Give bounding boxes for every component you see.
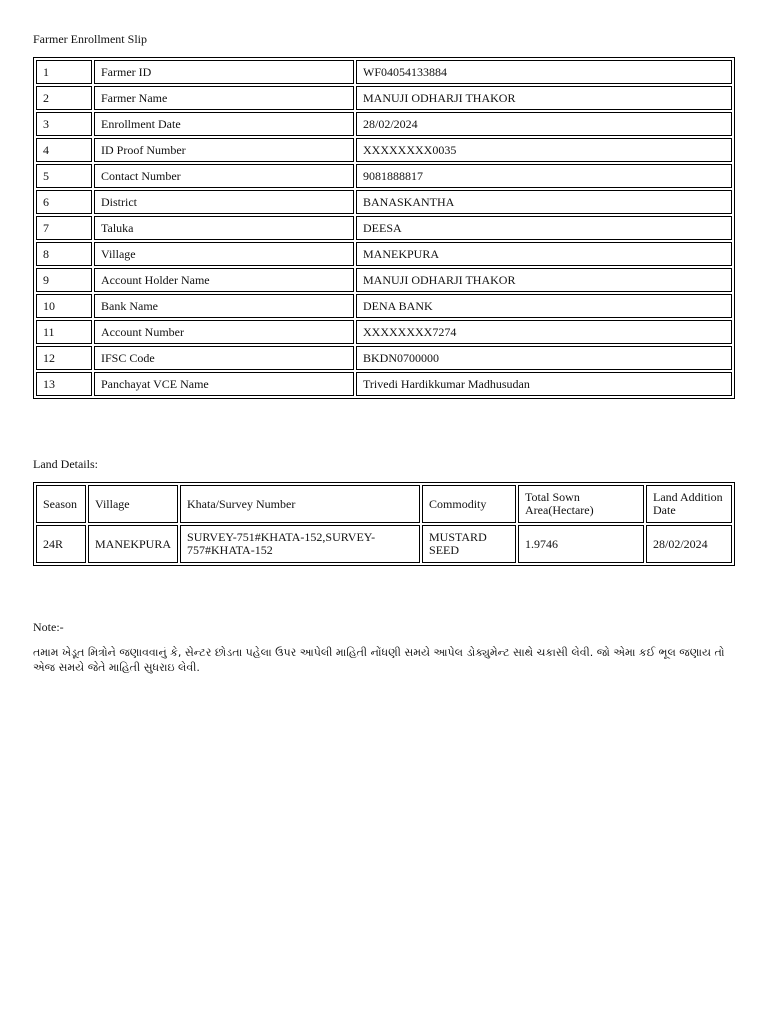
- header-season: Season: [36, 485, 86, 523]
- row-number: 2: [36, 86, 92, 110]
- land-cell-area: 1.9746: [518, 525, 644, 563]
- land-table-header-row: [36, 485, 732, 523]
- land-details-table: [33, 482, 735, 566]
- land-details-body: [36, 525, 732, 563]
- row-number: 3: [36, 112, 92, 136]
- field-value: XXXXXXXX7274: [356, 320, 732, 344]
- row-number: 12: [36, 346, 92, 370]
- row-number: 9: [36, 268, 92, 292]
- header-khata-survey: Khata/Survey Number: [180, 485, 420, 523]
- land-cell-season: 24R: [36, 525, 86, 563]
- field-label: Taluka: [94, 216, 354, 240]
- field-label: Farmer Name: [94, 86, 354, 110]
- farmer-details-body: [36, 60, 732, 396]
- field-value: XXXXXXXX0035: [356, 138, 732, 162]
- header-commodity: Commodity: [422, 485, 516, 523]
- land-table-row: [36, 525, 732, 563]
- row-number: 7: [36, 216, 92, 240]
- field-label: Account Holder Name: [94, 268, 354, 292]
- field-label: Panchayat VCE Name: [94, 372, 354, 396]
- field-label: District: [94, 190, 354, 214]
- field-value: BKDN0700000: [356, 346, 732, 370]
- table-row: [36, 60, 732, 84]
- row-number: 13: [36, 372, 92, 396]
- row-number: 11: [36, 320, 92, 344]
- field-label: Enrollment Date: [94, 112, 354, 136]
- field-value: MANUJI ODHARJI THAKOR: [356, 86, 732, 110]
- row-number: 5: [36, 164, 92, 188]
- land-cell-village: MANEKPURA: [88, 525, 178, 563]
- table-row: [36, 268, 732, 292]
- table-row: [36, 112, 732, 136]
- page-title: Farmer Enrollment Slip: [33, 32, 147, 46]
- field-label: Farmer ID: [94, 60, 354, 84]
- field-value: 9081888817: [356, 164, 732, 188]
- row-number: 4: [36, 138, 92, 162]
- table-row: [36, 86, 732, 110]
- field-value: WF04054133884: [356, 60, 732, 84]
- table-row: [36, 294, 732, 318]
- table-row: [36, 190, 732, 214]
- note-label: Note:-: [33, 620, 64, 634]
- field-label: Account Number: [94, 320, 354, 344]
- row-number: 10: [36, 294, 92, 318]
- row-number: 8: [36, 242, 92, 266]
- land-details-label: Land Details:: [33, 457, 98, 471]
- table-row: [36, 138, 732, 162]
- note-text: તમામ ખેડૂત મિત્રોને જણાવવાનું કે, સેન્ટર છોડતા પહેલા ઉપર આપેલી માહિતી નોંધણી સમયે આપેલ ડોક્યુમેન્ટ સાથે ચકાસી લેવી. જો એમા કઈ ભૂલ જણાય તો એજ સમયે જેતે માહિતી સુધરાઇ લેવી.: [33, 646, 725, 674]
- header-area: Total Sown Area(Hectare): [518, 485, 644, 523]
- field-label: IFSC Code: [94, 346, 354, 370]
- field-value: 28/02/2024: [356, 112, 732, 136]
- farmer-details-table: [33, 57, 735, 399]
- field-value: DENA BANK: [356, 294, 732, 318]
- field-value: BANASKANTHA: [356, 190, 732, 214]
- table-row: [36, 346, 732, 370]
- land-cell-date: 28/02/2024: [646, 525, 732, 563]
- field-value: MANEKPURA: [356, 242, 732, 266]
- field-label: Village: [94, 242, 354, 266]
- header-date: Land Addition Date: [646, 485, 732, 523]
- table-row: [36, 216, 732, 240]
- table-row: [36, 242, 732, 266]
- table-row: [36, 320, 732, 344]
- row-number: 6: [36, 190, 92, 214]
- table-row: [36, 372, 732, 396]
- field-value: MANUJI ODHARJI THAKOR: [356, 268, 732, 292]
- row-number: 1: [36, 60, 92, 84]
- land-cell-commodity: MUSTARD SEED: [422, 525, 516, 563]
- field-value: DEESA: [356, 216, 732, 240]
- field-label: Contact Number: [94, 164, 354, 188]
- land-cell-khata-survey: SURVEY-751#KHATA-152,SURVEY-757#KHATA-152: [180, 525, 420, 563]
- field-label: ID Proof Number: [94, 138, 354, 162]
- field-value: Trivedi Hardikkumar Madhusudan: [356, 372, 732, 396]
- header-village: Village: [88, 485, 178, 523]
- field-label: Bank Name: [94, 294, 354, 318]
- table-row: [36, 164, 732, 188]
